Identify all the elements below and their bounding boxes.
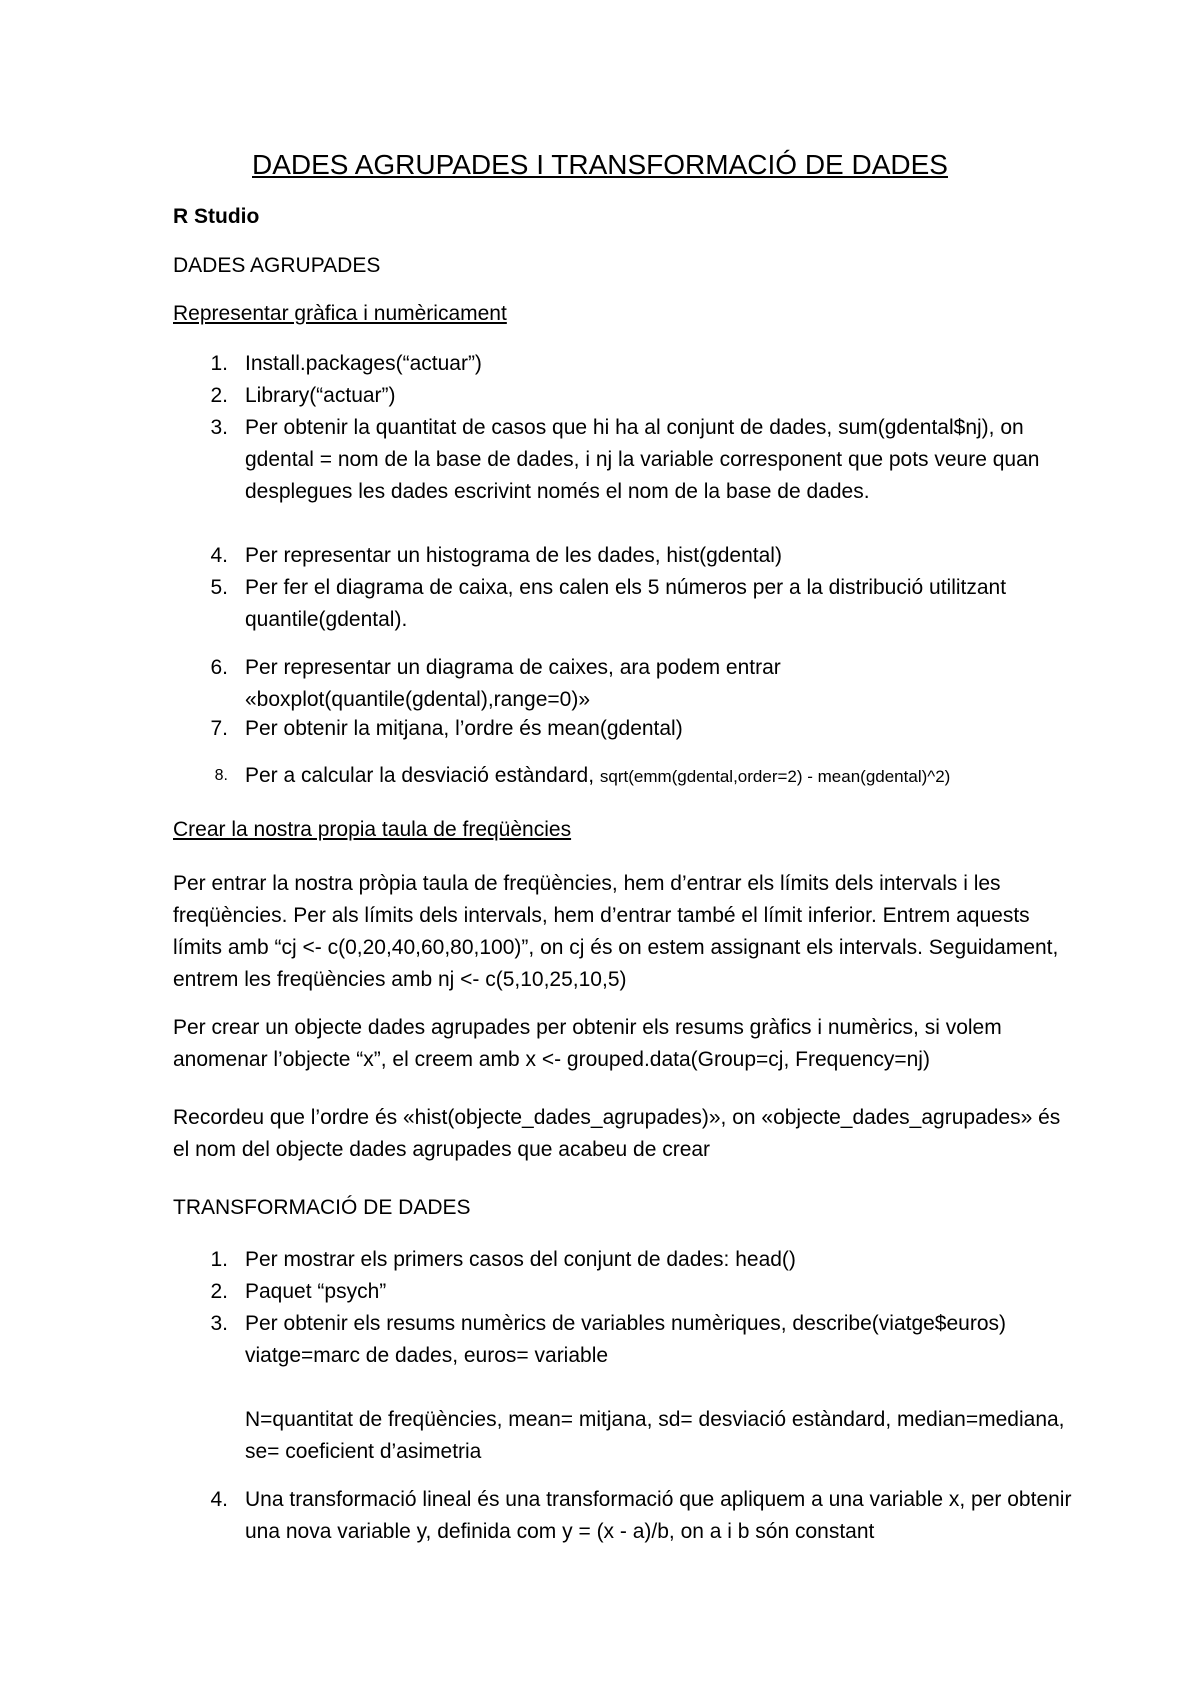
list-text: Install.packages(“actuar”) xyxy=(245,352,482,375)
list-text: Per obtenir els resums numèrics de variables numèriques, describe(viatge$euros) viatge=marc de dades, euros= variable xyxy=(245,1312,1007,1367)
list-text: Per obtenir la mitjana, l’ordre és mean(gdental) xyxy=(245,717,683,740)
list-number: 7. xyxy=(210,717,228,740)
list-text: Una transformació lineal és una transformació que apliquem a una variable x, per obtenir una nova variable y, definida com y = (x - a)/b, on a i b són constant xyxy=(245,1488,1072,1543)
subheading-taula-frequencies: Crear la nostra propia taula de freqüències xyxy=(173,818,572,841)
list-text: Per representar un diagrama de caixes, ara podem entrar «boxplot(quantile(gdental),range=0)» xyxy=(245,656,781,711)
list-number: 3. xyxy=(210,416,228,439)
list-number: 1. xyxy=(210,352,228,375)
list-number: 4. xyxy=(210,1488,228,1511)
list-text-main: Per a calcular la desviació estàndard, xyxy=(245,764,600,787)
section-heading-transformacio: TRANSFORMACIÓ DE DADES xyxy=(173,1196,471,1219)
section-heading-dades-agrupades: DADES AGRUPADES xyxy=(173,254,381,277)
list-text: Per representar un histograma de les dades, hist(gdental) xyxy=(245,544,782,567)
code-snippet: sqrt(emm(gdental,order=2) - mean(gdental)^2) xyxy=(599,767,951,786)
document-title: DADES AGRUPADES I TRANSFORMACIÓ DE DADES xyxy=(252,149,948,180)
list-number: 3. xyxy=(210,1312,228,1335)
list-number: 5. xyxy=(210,576,228,599)
subtitle-r-studio: R Studio xyxy=(173,205,260,228)
list-text: Per mostrar els primers casos del conjunt de dades: head() xyxy=(245,1248,796,1271)
list-number: 8. xyxy=(214,767,228,784)
paragraph-objecte: Per crear un objecte dades agrupades per obtenir els resums gràfics i numèrics, si volem anomenar l’objecte “x”, el creem amb x <- grouped.data(Group=cj, Frequency=nj) xyxy=(173,1016,1002,1071)
list-text xyxy=(245,760,1085,793)
subheading-representar: Representar gràfica i numèricament xyxy=(173,302,507,325)
list-text: Paquet “psych” xyxy=(245,1280,387,1303)
paragraph-taula: Per entrar la nostra pròpia taula de freqüències, hem d’entrar els límits dels intervals i les freqüències. Per als límits dels intervals, hem d’entrar també el límit inferior. Entrem aquests límits amb “cj <- c(0,20,40,60,80,100)”, on cj és on estem assignant els intervals. Seguidament, entrem les freqüències amb nj <- c(5,10,25,10,5) xyxy=(173,872,1059,991)
list-text: Per fer el diagrama de caixa, ens calen els 5 números per a la distribució utilitzant quantile(gdental). xyxy=(245,576,1007,631)
list-number: 2. xyxy=(210,384,228,407)
list-text: Per obtenir la quantitat de casos que hi ha al conjunt de dades, sum(gdental$nj), on gdental = nom de la base de dades, i nj la variable corresponent que pots veure quan desplegues les dades escrivint només el nom de la base de dades. xyxy=(245,416,1040,503)
paragraph-recordeu: Recordeu que l’ordre és «hist(objecte_dades_agrupades)», on «objecte_dades_agrupades» és el nom del objecte dades agrupades que acabeu de crear xyxy=(173,1106,1061,1161)
list-number: 6. xyxy=(210,656,228,679)
list-number: 4. xyxy=(210,544,228,567)
list-text: Library(“actuar”) xyxy=(245,384,396,407)
list-text-extra: N=quantitat de freqüències, mean= mitjana, sd= desviació estàndard, median=mediana, se= coeficient d’asimetria xyxy=(245,1408,1065,1463)
list-number: 2. xyxy=(210,1280,228,1303)
list-number: 1. xyxy=(210,1248,228,1271)
